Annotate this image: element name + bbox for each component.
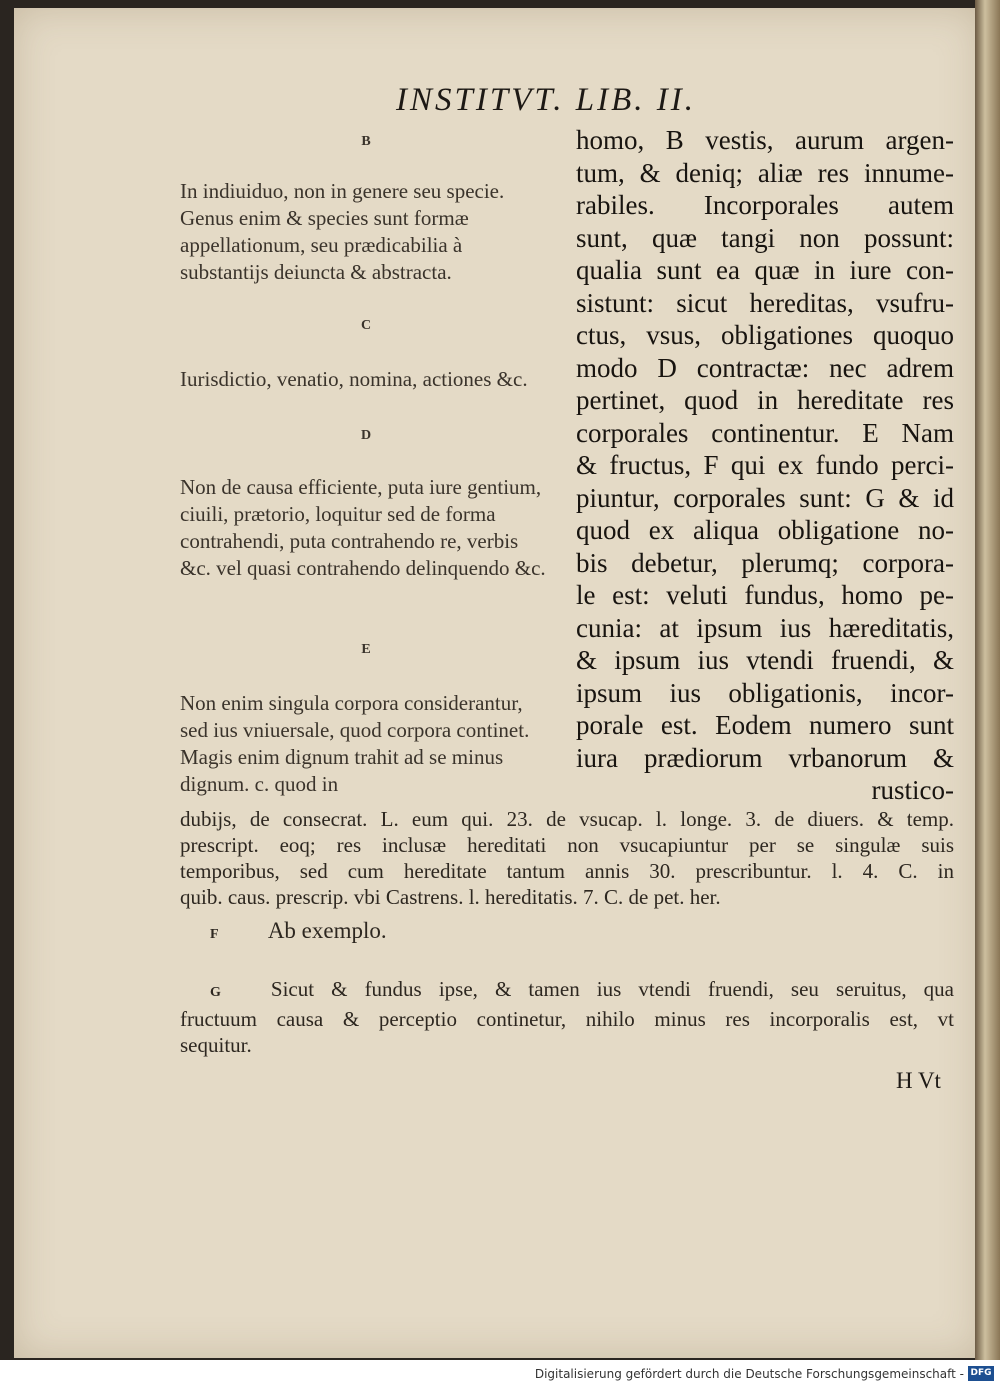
main-line: qualia sunt ea quæ in iure con- xyxy=(576,255,954,285)
main-line: ipsum ius obligationis, incor- xyxy=(576,677,954,708)
note-f xyxy=(210,918,984,948)
main-text-column xyxy=(576,124,954,807)
main-line: rabiles. Incorporales autem xyxy=(576,190,954,220)
main-line: sunt, quæ tangi non possunt: xyxy=(576,222,954,253)
main-line: & ipsum ius vtendi fruendi, & xyxy=(576,645,954,675)
note-letter-b: B xyxy=(361,134,371,149)
note-line: quib. caus. prescrip. vbi Castrens. l. hereditatis. 7. C. de pet. her. xyxy=(180,885,721,909)
page-edge xyxy=(975,0,1000,1360)
footer-bar xyxy=(0,1360,1000,1388)
main-line: ctus, vsus, obligationes quoquo xyxy=(576,320,954,350)
main-line: modo D contractæ: nec adrem xyxy=(576,352,954,383)
running-head: INSTITVT. LIB. II. xyxy=(396,82,696,118)
dfg-logo-icon: DFG xyxy=(968,1366,994,1381)
main-line: tum, & deniq; aliæ res innume- xyxy=(576,157,954,188)
note-letter-d: D xyxy=(360,428,372,443)
note-line xyxy=(180,976,954,1006)
note-d: Non de causa efficiente, puta iure gentium, ciuili, prætorio, loquitur sed de forma contrahendi, puta contrahendo re, verbis &c. vel quasi contrahendo delinquendo &c. xyxy=(180,475,546,580)
main-line: pertinet, quod in hereditate res xyxy=(576,385,954,415)
main-line: corporales continentur. E Nam xyxy=(576,417,954,448)
note-line: fructuum causa & perceptio continetur, nihilo minus res incorporalis est, vt xyxy=(180,1007,954,1031)
main-line: & fructus, F qui ex fundo perci- xyxy=(576,450,954,480)
note-line: prescript. eoq; res inclusæ hereditati non vsucapiuntur per se singulæ suis xyxy=(180,833,954,857)
main-line: quod ex aliqua obligatione no- xyxy=(576,515,954,545)
main-line: rustico- xyxy=(871,775,954,805)
note-g xyxy=(180,976,954,1058)
main-line: sistunt: sicut hereditas, vsufru- xyxy=(576,287,954,318)
main-line: homo, B vestis, aurum argen- xyxy=(576,125,954,155)
note-e: Non enim singula corpora considerantur, sed ius vniuersale, quod corpora continet. Magis enim dignum trahit ad se minus dignum. c. quod in xyxy=(180,691,530,796)
note-line: sequitur. xyxy=(180,1033,252,1057)
main-line: piuntur, corporales sunt: G & id xyxy=(576,482,954,513)
note-letter-c: C xyxy=(360,318,372,333)
note-b: In indiuiduo, non in genere seu specie. Genus enim & species sunt formæ appellationum, seu prædicabilia à substantijs deiuncta & abstracta. xyxy=(180,179,505,284)
catchword: H Vt xyxy=(896,1068,941,1093)
main-line: iura prædiorum vrbanorum & xyxy=(576,742,954,773)
note-c: Iurisdictio, venatio, nomina, actiones &c. xyxy=(180,367,528,391)
note-letter-e: E xyxy=(361,642,371,657)
main-line: porale est. Eodem numero sunt xyxy=(576,710,954,740)
note-line: dubijs, de consecrat. L. eum qui. 23. de vsucap. l. longe. 3. de diuers. & temp. xyxy=(180,807,954,831)
note-letter-g: G xyxy=(210,985,221,1000)
main-line: le est: veluti fundus, homo pe- xyxy=(576,580,954,610)
note-f-text: Ab exemplo. xyxy=(267,918,387,943)
footer-credit: Digitalisierung gefördert durch die Deutsche Forschungsgemeinschaft - xyxy=(534,1367,964,1381)
note-g-line: Sicut & fundus ipse, & tamen ius vtendi fruendi, seu seruitus, qua xyxy=(270,977,954,1001)
note-e-continuation xyxy=(180,806,954,910)
note-letter-f: F xyxy=(210,927,219,942)
main-line: cunia: at ipsum ius hæreditatis, xyxy=(576,612,954,643)
main-line: bis debetur, plerumq; corpora- xyxy=(576,547,954,578)
note-line: temporibus, sed cum hereditate tantum annis 30. prescribuntur. l. 4. C. in xyxy=(180,859,954,883)
